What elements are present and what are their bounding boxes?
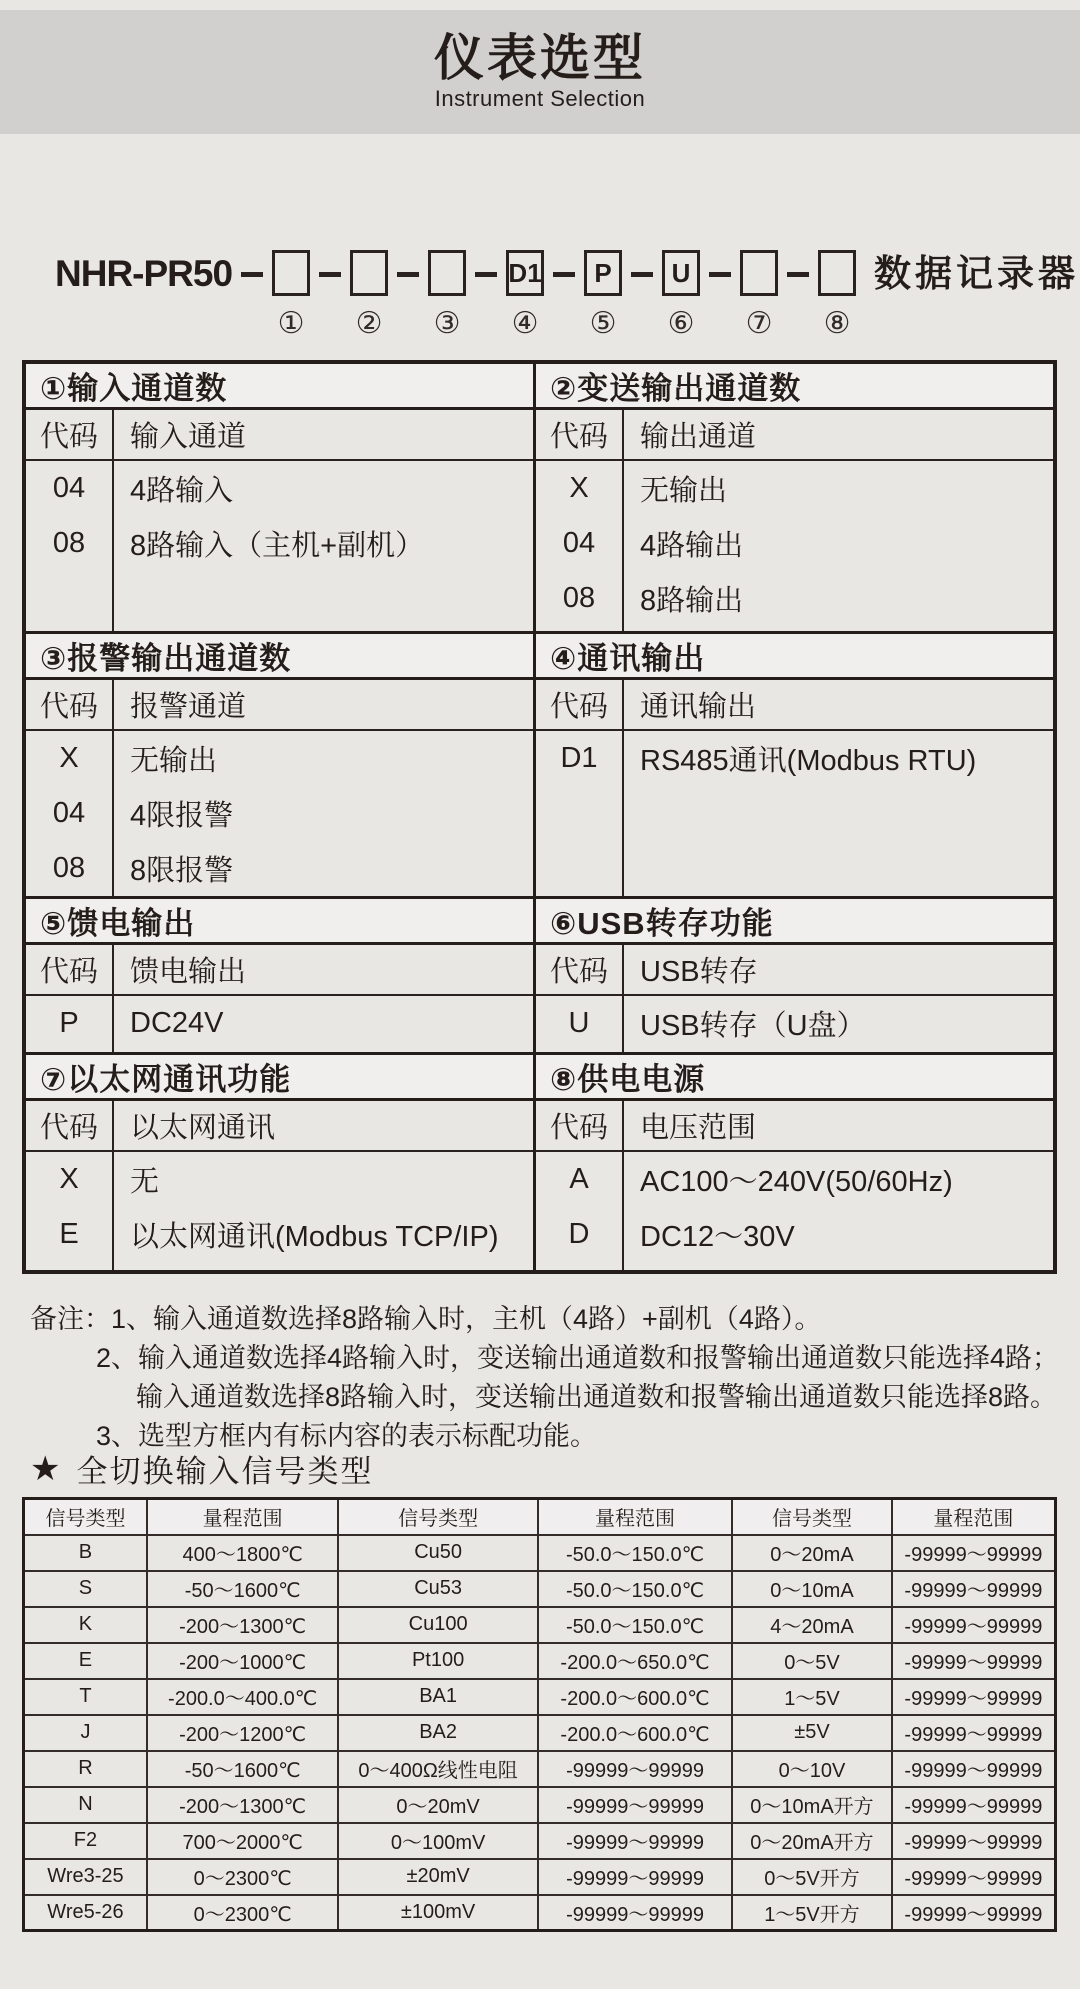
table-cell: 700～2000℃: [147, 1823, 338, 1859]
circled-number-4: ④: [511, 307, 539, 340]
table-cell: BA1: [338, 1679, 537, 1715]
table-row: [24, 1643, 1056, 1679]
table-row: [24, 1715, 1056, 1751]
code-cell: 04: [52, 797, 86, 829]
table-cell: Pt100: [338, 1643, 537, 1679]
table-cell: 400～1800℃: [147, 1535, 338, 1571]
table-cell: -50.0～150.0℃: [538, 1607, 732, 1643]
code-header: 代码: [536, 1101, 624, 1150]
table-cell: -99999～99999: [892, 1751, 1056, 1787]
code-cell: 08: [52, 852, 86, 884]
code-column: [26, 461, 114, 631]
desc-cell: DC12～30V: [640, 1221, 795, 1253]
note-line: 2、输入通道数选择4路输入时，变送输出通道数和报警输出通道数只能选择4路；: [96, 1343, 1060, 1373]
table-cell: -99999～99999: [538, 1823, 732, 1859]
signal-section-heading: [30, 1446, 373, 1491]
dash-separator: [397, 272, 419, 277]
table-cell: 0～10V: [732, 1751, 892, 1787]
code-header: 代码: [26, 680, 114, 729]
section-input-channels: [26, 364, 536, 631]
column-header: 量程范围: [538, 1499, 732, 1535]
code-cell: X: [569, 472, 589, 504]
section-ethernet: [26, 1055, 536, 1270]
desc-cell: 8路输入（主机+副机）: [130, 530, 425, 562]
desc-cell: 以太网通讯(Modbus TCP/IP): [130, 1221, 499, 1253]
section-body: [536, 461, 1053, 631]
table-cell: -50.0～150.0℃: [538, 1571, 732, 1607]
desc-cell: 无输出: [130, 745, 218, 777]
section-alarm-output-channels: [26, 634, 536, 896]
table-row: [24, 1679, 1056, 1715]
column-header: 量程范围: [147, 1499, 338, 1535]
code-cell: 04: [562, 527, 596, 559]
table-cell: -200.0～600.0℃: [538, 1679, 732, 1715]
table-cell: -99999～99999: [892, 1823, 1056, 1859]
table-row: [24, 1859, 1056, 1895]
table-cell: 0～5V: [732, 1643, 892, 1679]
section-header-row: [536, 945, 1053, 996]
note-line: 输入通道数选择8路输入时，变送输出通道数和报警输出通道数只能选择8路。: [136, 1382, 1058, 1412]
dash-separator: [475, 272, 497, 277]
circled-number-1: ①: [277, 307, 305, 340]
desc-column: [114, 461, 533, 631]
table-cell: BA2: [338, 1715, 537, 1751]
table-cell: R: [24, 1751, 147, 1787]
table-cell: J: [24, 1715, 147, 1751]
desc-column: [114, 996, 533, 1052]
table-cell: S: [24, 1571, 147, 1607]
table-cell: -200～1200℃: [147, 1715, 338, 1751]
desc-header: 以太网通讯: [130, 1112, 276, 1144]
code-column: [536, 1152, 624, 1270]
dash-separator: [241, 272, 263, 277]
model-prefix: NHR-PR50: [55, 253, 233, 294]
table-cell: Cu53: [338, 1571, 537, 1607]
code-cell: 04: [52, 472, 86, 504]
code-header: 代码: [26, 410, 114, 459]
page-title: 仪表选型: [434, 30, 646, 86]
section-title: ⑦以太网通讯功能: [26, 1055, 533, 1101]
table-cell: -99999～99999: [892, 1859, 1056, 1895]
column-header: 信号类型: [732, 1499, 892, 1535]
section-power-supply: [536, 1055, 1053, 1270]
star-icon: ★: [30, 1449, 61, 1488]
section-header-row: [536, 680, 1053, 731]
desc-header: USB转存: [640, 956, 758, 988]
section-communication-output: [536, 634, 1053, 896]
table-cell: ±5V: [732, 1715, 892, 1751]
model-box-4: D1: [506, 250, 544, 296]
table-cell: -99999～99999: [538, 1787, 732, 1823]
note-line: 备注：1、输入通道数选择8路输入时，主机（4路）+副机（4路）。: [30, 1304, 822, 1334]
table-cell: ±20mV: [338, 1859, 537, 1895]
circled-number-7: ⑦: [745, 307, 773, 340]
table-cell: 1～5V开方: [732, 1895, 892, 1931]
model-segment-7: [740, 250, 778, 341]
section-header-row: [26, 945, 533, 996]
table-cell: 1～5V: [732, 1679, 892, 1715]
code-column: [26, 996, 114, 1052]
section-body: [26, 731, 533, 896]
code-cell: X: [59, 1163, 79, 1195]
code-cell: A: [569, 1163, 589, 1195]
signal-header-row: [24, 1499, 1056, 1535]
table-cell: -99999～99999: [892, 1535, 1056, 1571]
dash-separator: [709, 272, 731, 277]
section-transmit-output-channels: [536, 364, 1053, 631]
table-row: [24, 1895, 1056, 1931]
table-cell: -99999～99999: [892, 1571, 1056, 1607]
code-header: 代码: [26, 945, 114, 994]
model-segment-2: [350, 250, 388, 341]
note-line: 3、选型方框内有标内容的表示标配功能。: [96, 1421, 598, 1451]
desc-cell: 4限报警: [130, 800, 234, 832]
code-header: 代码: [536, 945, 624, 994]
desc-cell: DC24V: [130, 1007, 224, 1039]
table-row: [24, 1823, 1056, 1859]
table-cell: T: [24, 1679, 147, 1715]
model-segment-6: [662, 250, 700, 341]
section-header-row: [26, 410, 533, 461]
section-header-row: [536, 1101, 1053, 1152]
model-segment-8: [818, 250, 856, 341]
column-header: 信号类型: [24, 1499, 147, 1535]
table-cell: 0～10mA开方: [732, 1787, 892, 1823]
table-cell: -99999～99999: [892, 1643, 1056, 1679]
dash-separator: [787, 272, 809, 277]
table-cell: -200～1300℃: [147, 1607, 338, 1643]
table-cell: B: [24, 1535, 147, 1571]
desc-column: [114, 1152, 533, 1270]
table-cell: -99999～99999: [538, 1859, 732, 1895]
table-cell: -99999～99999: [892, 1679, 1056, 1715]
code-header: 代码: [536, 680, 624, 729]
table-cell: 0～10mA: [732, 1571, 892, 1607]
table-cell: -99999～99999: [892, 1607, 1056, 1643]
table-cell: 0～20mA: [732, 1535, 892, 1571]
table-row: [24, 1571, 1056, 1607]
section-title: ⑤馈电输出: [26, 899, 533, 945]
section-feed-output: [26, 899, 536, 1052]
section-body: [536, 731, 1053, 896]
table-cell: -99999～99999: [892, 1787, 1056, 1823]
table-cell: 0～5V开方: [732, 1859, 892, 1895]
table-cell: -200.0～600.0℃: [538, 1715, 732, 1751]
table-row: [24, 1535, 1056, 1571]
signal-type-table: [22, 1497, 1057, 1932]
table-row: [24, 1607, 1056, 1643]
section-title: ⑥USB转存功能: [536, 899, 1053, 945]
section-body: [26, 1152, 533, 1270]
table-cell: -200.0～400.0℃: [147, 1679, 338, 1715]
code-cell: U: [568, 1007, 590, 1039]
section-body: [536, 996, 1053, 1052]
code-column: [536, 996, 624, 1052]
table-cell: -200～1000℃: [147, 1643, 338, 1679]
desc-header: 通讯输出: [640, 691, 757, 723]
desc-cell: AC100～240V(50/60Hz): [640, 1166, 953, 1198]
section-title: ⑧供电电源: [536, 1055, 1053, 1101]
dash-separator: [553, 272, 575, 277]
table-cell: -50.0～150.0℃: [538, 1535, 732, 1571]
notes: [30, 1300, 1065, 1456]
table-cell: -99999～99999: [538, 1895, 732, 1931]
desc-cell: 8路输出: [640, 585, 744, 617]
desc-column: [624, 1152, 1053, 1270]
desc-header: 馈电输出: [130, 956, 247, 988]
desc-column: [624, 731, 1053, 896]
selection-band-4: [26, 1055, 1053, 1270]
table-cell: Cu50: [338, 1535, 537, 1571]
column-header: 信号类型: [338, 1499, 537, 1535]
table-cell: ±100mV: [338, 1895, 537, 1931]
page-subtitle: Instrument Selection: [434, 86, 646, 111]
model-box-6: U: [662, 250, 700, 296]
table-cell: 0～100mV: [338, 1823, 537, 1859]
header-band: [0, 10, 1080, 134]
model-segment-3: [428, 250, 466, 341]
model-segment-4: [506, 250, 544, 341]
code-cell: 08: [562, 582, 596, 614]
model-box-1: [272, 250, 310, 296]
table-cell: -50～1600℃: [147, 1751, 338, 1787]
section-body: [536, 1152, 1053, 1270]
code-cell: 08: [52, 527, 86, 559]
table-cell: K: [24, 1607, 147, 1643]
model-segment-5: [584, 250, 622, 341]
table-cell: 0～2300℃: [147, 1895, 338, 1931]
model-code-line: [55, 250, 1079, 341]
table-cell: -200～1300℃: [147, 1787, 338, 1823]
code-cell: X: [59, 742, 79, 774]
desc-cell: 无: [130, 1166, 160, 1198]
code-column: [26, 731, 114, 896]
table-row: [24, 1787, 1056, 1823]
table-cell: -99999～99999: [892, 1715, 1056, 1751]
code-column: [26, 1152, 114, 1270]
table-cell: E: [24, 1643, 147, 1679]
desc-header: 报警通道: [130, 691, 247, 723]
table-cell: 0～400Ω线性电阻: [338, 1751, 537, 1787]
table-row: [24, 1751, 1056, 1787]
circled-number-5: ⑤: [589, 307, 617, 340]
selection-table: [22, 360, 1057, 1274]
table-cell: -99999～99999: [892, 1895, 1056, 1931]
table-cell: 4～20mA: [732, 1607, 892, 1643]
desc-column: [624, 996, 1053, 1052]
signal-heading-text: 全切换输入信号类型: [76, 1454, 374, 1489]
section-header-row: [26, 1101, 533, 1152]
table-cell: Wre3-25: [24, 1859, 147, 1895]
table-cell: -200.0～650.0℃: [538, 1643, 732, 1679]
desc-header: 电压范围: [640, 1112, 757, 1144]
table-cell: Wre5-26: [24, 1895, 147, 1931]
selection-band-3: [26, 899, 1053, 1055]
circled-number-3: ③: [433, 307, 461, 340]
circled-number-2: ②: [355, 307, 383, 340]
code-header: 代码: [536, 410, 624, 459]
circled-number-6: ⑥: [667, 307, 695, 340]
model-box-8: [818, 250, 856, 296]
model-segment-1: [272, 250, 310, 341]
section-title: ④通讯输出: [536, 634, 1053, 680]
circled-number-8: ⑧: [823, 307, 851, 340]
code-column: [536, 461, 624, 631]
section-title: ②变送输出通道数: [536, 364, 1053, 410]
table-cell: 0～20mV: [338, 1787, 537, 1823]
desc-header: 输入通道: [130, 421, 247, 453]
code-column: [536, 731, 624, 896]
selection-band-2: [26, 634, 1053, 899]
desc-column: [114, 731, 533, 896]
desc-column: [624, 461, 1053, 631]
table-cell: 0～2300℃: [147, 1859, 338, 1895]
model-suffix: 数据记录器: [874, 253, 1080, 294]
table-cell: -99999～99999: [538, 1751, 732, 1787]
section-body: [26, 996, 533, 1052]
section-body: [26, 461, 533, 631]
section-header-row: [536, 410, 1053, 461]
desc-cell: 4路输入: [130, 475, 234, 507]
section-header-row: [26, 680, 533, 731]
code-cell: D: [568, 1218, 590, 1250]
section-title: ③报警输出通道数: [26, 634, 533, 680]
section-usb-transfer: [536, 899, 1053, 1052]
table-cell: -50～1600℃: [147, 1571, 338, 1607]
section-title: ①输入通道数: [26, 364, 533, 410]
code-cell: D1: [560, 742, 598, 774]
model-box-7: [740, 250, 778, 296]
code-header: 代码: [26, 1101, 114, 1150]
model-box-3: [428, 250, 466, 296]
desc-cell: USB转存（U盘）: [640, 1010, 866, 1042]
column-header: 量程范围: [892, 1499, 1056, 1535]
code-cell: E: [59, 1218, 79, 1250]
table-cell: Cu100: [338, 1607, 537, 1643]
code-cell: P: [59, 1007, 79, 1039]
desc-header: 输出通道: [640, 421, 757, 453]
model-box-5: P: [584, 250, 622, 296]
desc-cell: 4路输出: [640, 530, 744, 562]
dash-separator: [319, 272, 341, 277]
desc-cell: 8限报警: [130, 855, 234, 887]
dash-separator: [631, 272, 653, 277]
selection-band-1: [26, 364, 1053, 634]
desc-cell: 无输出: [640, 475, 728, 507]
table-cell: F2: [24, 1823, 147, 1859]
desc-cell: RS485通讯(Modbus RTU): [640, 745, 977, 777]
table-cell: 0～20mA开方: [732, 1823, 892, 1859]
table-cell: N: [24, 1787, 147, 1823]
model-box-2: [350, 250, 388, 296]
